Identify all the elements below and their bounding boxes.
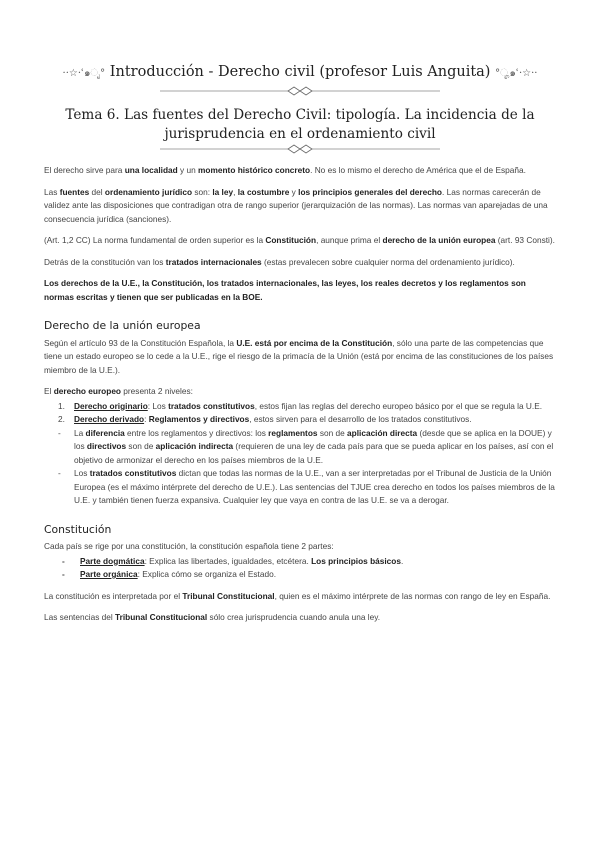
text: (requieren de una ley de cada país para que se pueda aplicar en los países, así con el objetivo de armonizar el derecho en los países miembros de la U.E. xyxy=(74,441,554,465)
text: . No es lo mismo el derecho de América que el de España. xyxy=(310,165,526,175)
underlined-term: Derecho originario xyxy=(74,400,148,411)
text: : Explica cómo se organiza el Estado. xyxy=(137,569,277,579)
bold-text: aplicación indirecta xyxy=(155,441,234,451)
paragraph-eu-levels xyxy=(44,385,556,399)
text: Detrás de la constitución van los xyxy=(44,256,166,267)
text: El xyxy=(44,386,54,396)
text: . Las normas carecerán de validez ante las disposiciones que contradigan otra de rango superior (jerarquización de las normas). Las normas van aparejadas de una consecuencia jurídica (sanciones). xyxy=(44,186,548,224)
text: , xyxy=(233,186,238,197)
bold-text: Los principios básicos xyxy=(311,555,401,566)
text: El derecho sirve para xyxy=(44,165,125,175)
text: , sólo una parte de las competencias que tiene un estado europeo se lo cede a la U.E., rige el riesgo de la primacía de la Unión (está por encima de las constituciones de los países miembro de la U.E.). xyxy=(44,337,554,375)
bold-text: tratados constitutivos xyxy=(89,468,177,478)
text: son de xyxy=(317,427,348,438)
paragraph-const-interp xyxy=(44,590,556,604)
topic-title-line2: jurisprudencia en el ordenamiento civil xyxy=(164,126,436,142)
bold-text: derecho de la unión europea xyxy=(382,235,496,245)
bold-text: una localidad xyxy=(124,165,178,175)
text: La constitución es interpretada por el xyxy=(44,590,183,601)
header-ornament-right: °ೄ๑ʿ·☆·· xyxy=(495,68,538,79)
bold-text: fuentes xyxy=(59,186,90,197)
bold-text: momento histórico concreto xyxy=(198,165,311,175)
topic-title xyxy=(40,106,560,144)
bold-text: los principios generales del derecho xyxy=(298,186,442,197)
underlined-term: Derecho derivado xyxy=(74,414,145,424)
header-ornament-left: ··☆·ʿ๑ೃ° xyxy=(62,68,106,79)
text: : xyxy=(144,414,149,424)
text: son de xyxy=(126,441,156,451)
section-heading-constitucion: Constitución xyxy=(44,522,112,536)
text: y xyxy=(289,186,299,197)
text: dictan que todas las normas de la U.E., van a ser interpretadas por el Tribunal de Justicia de la Unión Europea (es el máximo intérprete del derecho de U.E.). Las sentencias del TJUE crea derecho en todos los países miembros de la U.E. y también tienen fuerza expansiva. Cualquier ley que vaya en contra de las U.E. se va a derogar. xyxy=(74,468,555,505)
text: Las sentencias del xyxy=(44,612,116,622)
document-title: Introducción - Derecho civil (profesor Luis Anguita) xyxy=(109,64,491,80)
bold-text: tratados internacionales xyxy=(165,256,262,267)
paragraph-const-sentencias xyxy=(44,611,556,625)
paragraph-fuentes xyxy=(44,186,556,227)
list-item xyxy=(44,568,556,582)
bold-text: la ley xyxy=(212,186,234,197)
text: (desde que se aplica en la DOUE) y los xyxy=(74,427,552,451)
list-marker: 1. xyxy=(58,400,65,411)
paragraph-tratados xyxy=(44,256,556,270)
list-item xyxy=(44,413,556,427)
list-marker: 2. xyxy=(58,414,65,424)
bold-text: Tribunal Constitucional xyxy=(115,612,208,622)
list-item xyxy=(44,467,556,508)
underlined-term: Parte orgánica xyxy=(80,569,138,579)
list-marker: - xyxy=(62,569,65,579)
bold-text: la costumbre xyxy=(237,186,290,197)
divider-diamond-icon xyxy=(160,86,440,96)
bold-text: Los derechos de la U.E., la Constitución, los tratados internacionales, las leyes, los reales decretos y los reglamentos son normas escritas y tienen que ser publicadas en la BOE. xyxy=(44,278,526,302)
bold-text: Tribunal Constitucional xyxy=(182,590,275,601)
text: y un xyxy=(177,165,199,175)
bold-text: ordenamiento jurídico xyxy=(104,186,193,197)
underlined-term: Parte dogmática xyxy=(80,555,145,566)
text: : Explica las libertades, igualdades, etcétera. xyxy=(144,555,312,566)
paragraph-const-intro: Cada país se rige por una constitución, la constitución española tiene 2 partes: xyxy=(44,541,334,551)
paragraph-normas-escritas xyxy=(44,277,556,304)
text: sólo crea jurisprudencia cuando anula una ley. xyxy=(207,612,381,622)
const-parts-list xyxy=(44,555,556,582)
text: (estas prevalecen sobre cualquier norma del ordenamiento jurídico). xyxy=(261,256,515,267)
bold-text: reglamentos xyxy=(268,427,318,438)
text: (art. 93 Consti). xyxy=(495,235,555,245)
text: : Los xyxy=(147,400,169,411)
ornament-divider xyxy=(0,86,600,96)
bold-text: tratados constitutivos xyxy=(168,400,255,411)
text: Los xyxy=(74,468,90,478)
bold-text: diferencia xyxy=(85,427,125,438)
bold-text: directivos xyxy=(86,441,127,451)
paragraph-intro xyxy=(44,164,556,178)
text: . xyxy=(400,555,404,566)
text: , estos sirven para el desarrollo de los tratados constitutivos. xyxy=(249,414,472,424)
list-marker: - xyxy=(58,468,61,478)
eu-levels-list xyxy=(44,400,556,508)
text: Según el artículo 93 de la Constitución Española, la xyxy=(44,337,237,348)
paragraph-constitucion xyxy=(44,234,556,248)
list-item xyxy=(44,555,556,569)
bold-text: aplicación directa xyxy=(347,427,418,438)
text: son: xyxy=(192,186,213,197)
divider-diamond-icon xyxy=(160,144,440,154)
text: del xyxy=(89,186,105,197)
topic-title-line1: Tema 6. Las fuentes del Derecho Civil: tipología. La incidencia de la xyxy=(65,107,535,123)
text: presenta 2 niveles: xyxy=(121,386,193,396)
text: (Art. 1,2 CC) La norma fundamental de orden superior es la xyxy=(44,235,266,245)
bold-text: Constitución xyxy=(265,235,317,245)
text: , estos fijan las reglas del derecho europeo básico por el que se regula la U.E. xyxy=(254,400,543,411)
document-body xyxy=(44,164,556,633)
bold-text: U.E. está por encima de la Constitución xyxy=(236,337,393,348)
text: entre los reglamentos y directivos: los xyxy=(124,427,269,438)
paragraph-eu-intro xyxy=(44,337,556,378)
ornament-divider xyxy=(0,144,600,154)
bold-text: Reglamentos y directivos xyxy=(148,414,250,424)
section-heading-eu: Derecho de la unión europea xyxy=(44,319,201,332)
text: La xyxy=(74,427,86,438)
text: , aunque prima el xyxy=(316,235,383,245)
list-marker: - xyxy=(62,555,65,566)
text: Las xyxy=(44,186,60,197)
list-item xyxy=(44,400,556,414)
list-item xyxy=(44,427,556,468)
document-header xyxy=(0,64,600,81)
list-marker: - xyxy=(58,427,61,438)
text: , quien es el máximo intérprete de las normas con rango de ley en España. xyxy=(274,590,551,601)
bold-text: derecho europeo xyxy=(53,386,121,396)
